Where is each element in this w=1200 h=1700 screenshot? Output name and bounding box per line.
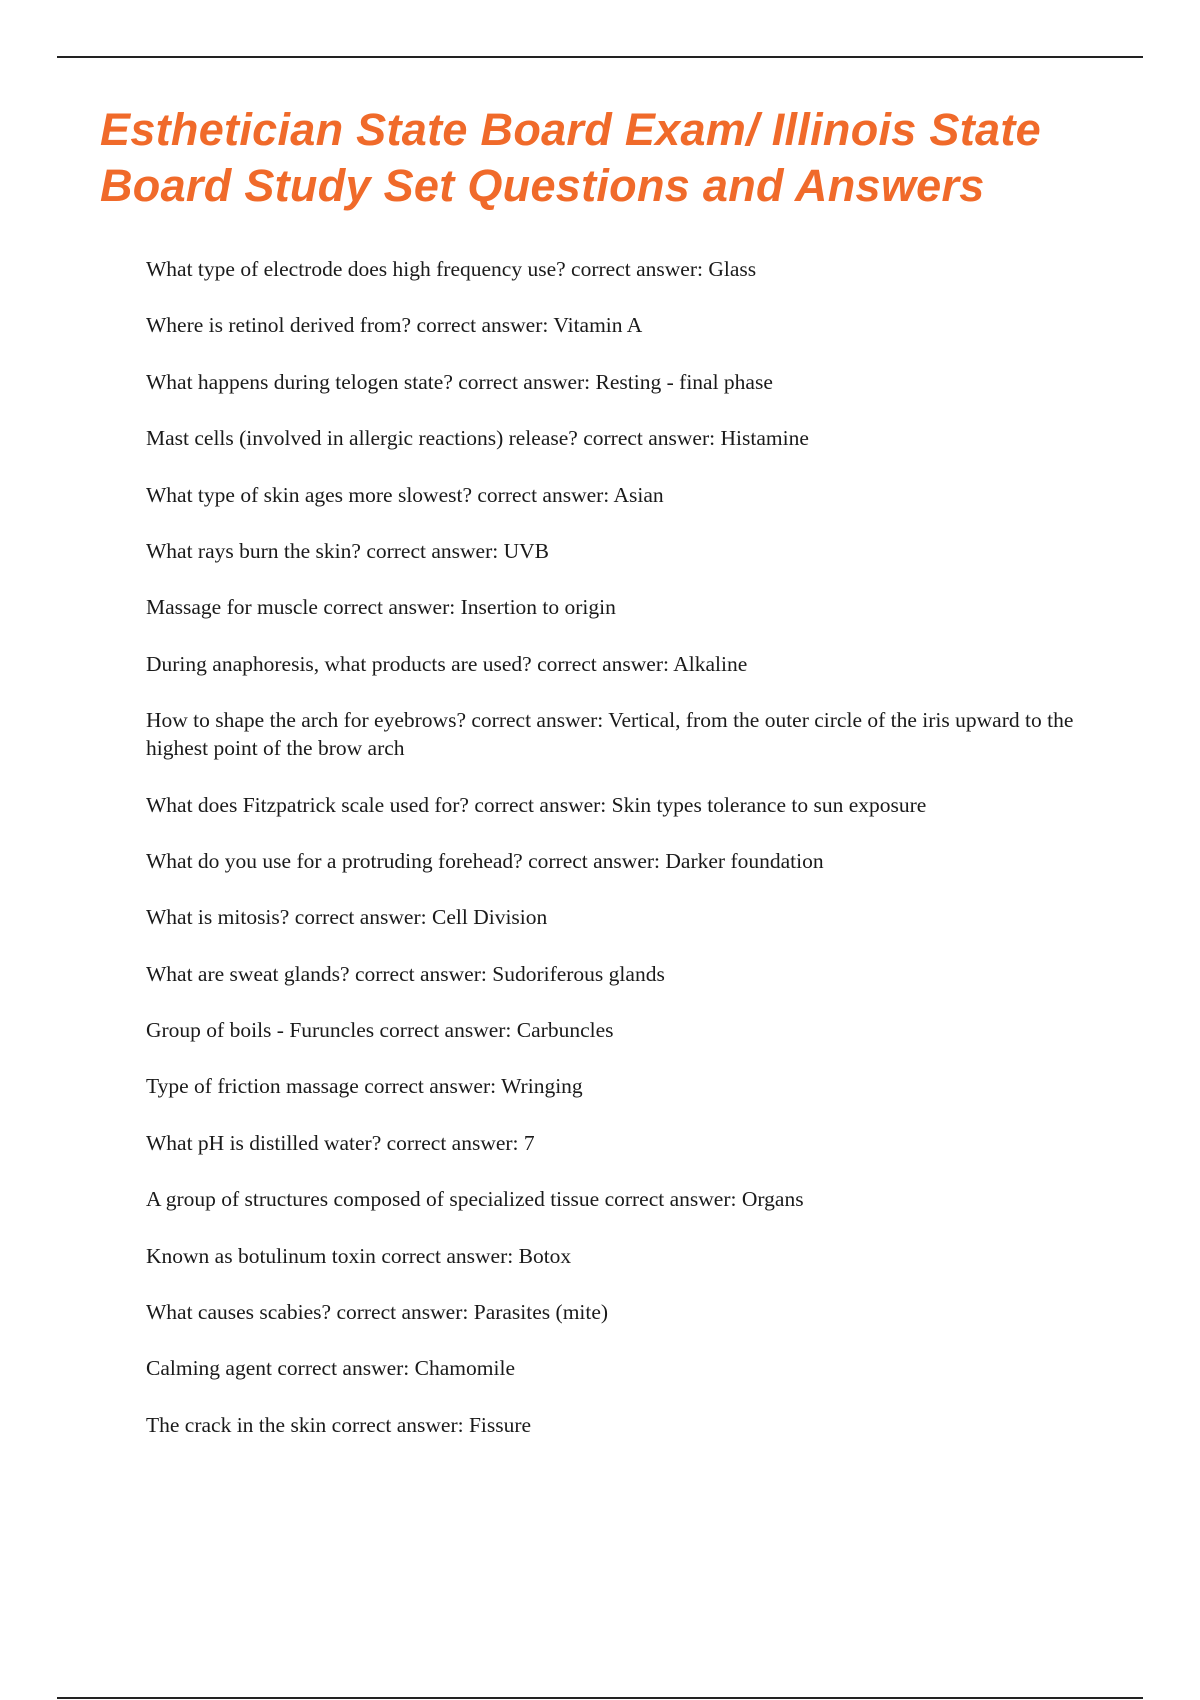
qa-item: [146, 424, 1086, 452]
answer-marker: correct answer:: [379, 1018, 512, 1043]
question-text: The crack in the skin: [146, 1412, 327, 1437]
question-text: Mast cells (involved in allergic reactions) release?: [146, 426, 578, 451]
question-text: What causes scabies?: [146, 1300, 332, 1325]
answer-text: Carbuncles: [516, 1018, 614, 1043]
answer-marker: correct answer:: [604, 1187, 737, 1212]
qa-item: [146, 650, 1086, 678]
qa-item: [146, 1016, 1086, 1044]
top-rule: [57, 56, 1143, 58]
answer-marker: correct answer:: [477, 482, 610, 507]
answer-text: Sudoriferous glands: [492, 961, 665, 986]
answer-marker: correct answer:: [277, 1356, 410, 1381]
qa-item: [146, 593, 1086, 621]
answer-marker: correct answer:: [294, 905, 427, 930]
answer-marker: correct answer:: [331, 1412, 464, 1437]
question-text: Type of friction massage: [146, 1074, 359, 1099]
answer-text: Darker foundation: [665, 848, 824, 873]
answer-text: Parasites (mite): [473, 1300, 609, 1325]
answer-text: Resting - final phase: [595, 369, 773, 394]
answer-text: Organs: [741, 1187, 804, 1212]
qa-item: [146, 903, 1086, 931]
answer-marker: correct answer:: [354, 961, 487, 986]
answer-marker: correct answer:: [474, 792, 607, 817]
answer-marker: correct answer:: [458, 369, 591, 394]
qa-item: [146, 1242, 1086, 1270]
answer-marker: correct answer:: [336, 1300, 469, 1325]
question-text: Calming agent: [146, 1356, 272, 1381]
answer-marker: correct answer:: [528, 848, 661, 873]
answer-marker: correct answer:: [364, 1074, 497, 1099]
qa-item: [146, 537, 1086, 565]
question-text: What does Fitzpatrick scale used for?: [146, 792, 469, 817]
question-text: What do you use for a protruding forehead?: [146, 848, 523, 873]
answer-text: Botox: [518, 1243, 572, 1268]
qa-item: [146, 1129, 1086, 1157]
answer-marker: correct answer:: [386, 1130, 519, 1155]
qa-list: [146, 255, 1086, 1467]
answer-text: Chamomile: [414, 1356, 515, 1381]
qa-item: [146, 255, 1086, 283]
answer-text: Fissure: [468, 1412, 532, 1437]
answer-text: UVB: [503, 538, 550, 563]
question-text: What pH is distilled water?: [146, 1130, 382, 1155]
question-text: What happens during telogen state?: [146, 369, 453, 394]
qa-item: [146, 847, 1086, 875]
qa-item: [146, 1298, 1086, 1326]
question-text: Where is retinol derived from?: [146, 313, 412, 338]
answer-marker: correct answer:: [537, 651, 669, 676]
question-text: What are sweat glands?: [146, 961, 350, 986]
answer-marker: correct answer:: [471, 708, 604, 733]
question-text: During anaphoresis, what products are used?: [146, 651, 532, 676]
answer-marker: correct answer:: [323, 595, 456, 620]
qa-item: [146, 706, 1086, 762]
answer-text: Cell Division: [432, 905, 548, 930]
answer-text: Vertical, from the outer circle of the iris upward to the highest point of the brow arch: [146, 708, 1079, 761]
qa-item: [146, 791, 1086, 819]
question-text: Group of boils - Furuncles: [146, 1018, 375, 1043]
qa-item: [146, 311, 1086, 339]
question-text: What type of electrode does high frequency use?: [146, 257, 566, 281]
qa-item: [146, 960, 1086, 988]
document-title: Esthetician State Board Exam/ Illinois State Board Study Set Questions and Answers: [100, 104, 1041, 211]
answer-text: Insertion to origin: [460, 595, 616, 620]
qa-item: [146, 1354, 1086, 1382]
answer-marker: correct answer:: [416, 313, 549, 338]
bottom-rule: [57, 1697, 1143, 1699]
question-text: What rays burn the skin?: [146, 538, 361, 563]
answer-text: Wringing: [501, 1074, 583, 1099]
answer-text: Vitamin A: [553, 313, 643, 338]
answer-marker: correct answer:: [583, 426, 716, 451]
answer-marker: correct answer:: [571, 257, 703, 281]
answer-text: 7: [523, 1130, 535, 1155]
answer-text: Alkaline: [673, 651, 748, 676]
answer-marker: correct answer:: [366, 538, 499, 563]
qa-item: [146, 1411, 1086, 1439]
question-text: Known as botulinum toxin: [146, 1243, 376, 1268]
qa-item: [146, 481, 1086, 509]
question-text: A group of structures composed of specialized tissue: [146, 1187, 600, 1212]
question-text: What is mitosis?: [146, 905, 290, 930]
answer-text: Skin types tolerance to sun exposure: [611, 792, 927, 817]
answer-text: Histamine: [720, 426, 809, 451]
question-text: Massage for muscle: [146, 595, 318, 620]
question-text: What type of skin ages more slowest?: [146, 482, 472, 507]
qa-item: [146, 1185, 1086, 1213]
answer-text: Glass: [708, 257, 757, 281]
qa-item: [146, 368, 1086, 396]
answer-text: Asian: [613, 482, 664, 507]
question-text: How to shape the arch for eyebrows?: [146, 708, 466, 733]
qa-item: [146, 1072, 1086, 1100]
answer-marker: correct answer:: [381, 1243, 514, 1268]
